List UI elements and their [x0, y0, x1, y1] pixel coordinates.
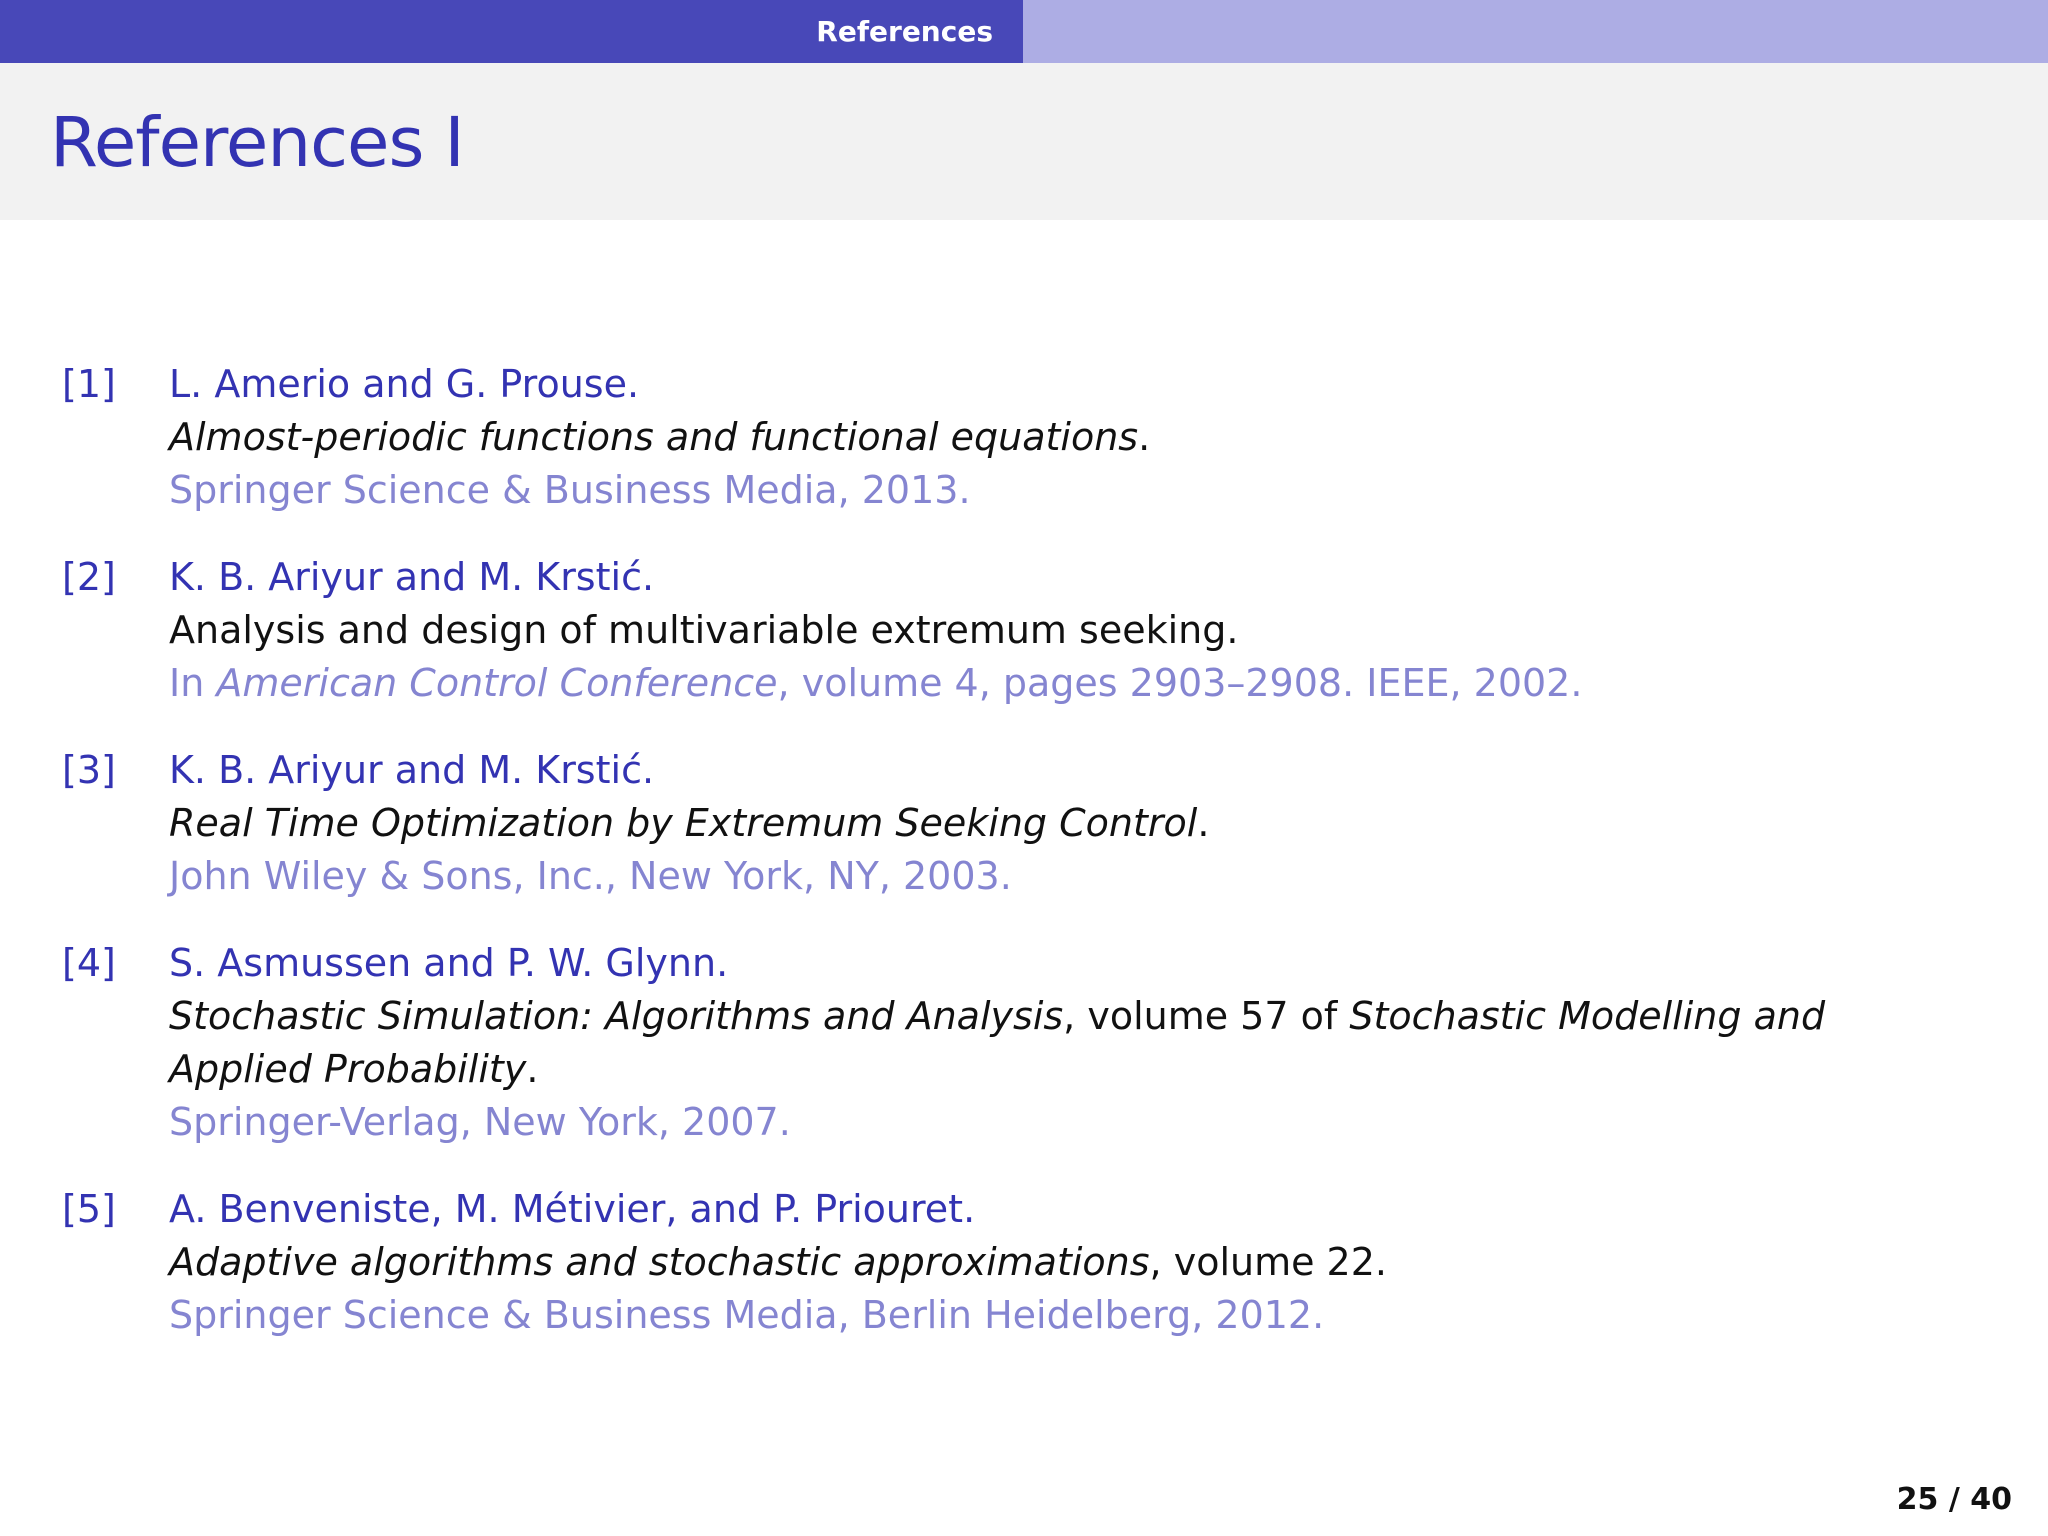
reference-title-line — [169, 1236, 1959, 1289]
reference-title: Stochastic Simulation: Algorithms and Analysis — [169, 994, 1064, 1038]
reference-item — [0, 937, 2048, 1149]
reference-body — [169, 1183, 1959, 1342]
reference-title-end: . — [1138, 415, 1151, 459]
reference-title: Real Time Optimization by Extremum Seeking Control — [169, 801, 1198, 845]
reference-authors: K. B. Ariyur and M. Krstić. — [169, 748, 655, 792]
reference-publisher-line — [169, 657, 1959, 710]
reference-item — [0, 358, 2048, 517]
reference-title-line — [169, 797, 1959, 850]
reference-number: [2] — [62, 555, 116, 599]
reference-body — [169, 358, 1959, 517]
reference-publisher: Springer-Verlag, New York, 2007. — [169, 1100, 791, 1144]
reference-title-end: , volume 22. — [1149, 1240, 1387, 1284]
reference-title: Almost-periodic functions and functional equations — [169, 415, 1139, 459]
reference-publisher: Springer Science & Business Media, 2013. — [169, 468, 971, 512]
reference-title-line — [169, 990, 1959, 1096]
reference-title-mid: , volume 57 of — [1063, 994, 1350, 1038]
reference-item — [0, 1183, 2048, 1342]
reference-title: Analysis and design of multivariable extremum seeking. — [169, 608, 1239, 652]
section-navigation-bar — [0, 0, 2048, 63]
page-number: 25 / 40 — [1896, 1482, 2012, 1517]
reference-title-end: . — [1197, 801, 1210, 845]
reference-authors: K. B. Ariyur and M. Krstić. — [169, 555, 655, 599]
reference-item — [0, 744, 2048, 903]
reference-body — [169, 744, 1959, 903]
reference-series: Stochastic Modelling and Applied Probability — [169, 994, 1826, 1091]
reference-title-end: . — [526, 1047, 539, 1091]
nav-section-references[interactable] — [0, 0, 1023, 63]
frame-title-bar — [0, 63, 2048, 220]
reference-publisher: John Wiley & Sons, Inc., New York, NY, 2003. — [169, 854, 1012, 898]
reference-body — [169, 551, 1959, 710]
reference-venue: American Control Conference — [216, 661, 778, 705]
reference-authors: S. Asmussen and P. W. Glynn. — [169, 941, 729, 985]
reference-item — [0, 551, 2048, 710]
reference-pub-prefix: In — [169, 661, 217, 705]
nav-bar-filler — [1023, 0, 2048, 63]
reference-title-line — [169, 411, 1959, 464]
reference-number: [1] — [62, 362, 116, 406]
reference-number: [3] — [62, 748, 116, 792]
reference-publisher: Springer Science & Business Media, Berlin Heidelberg, 2012. — [169, 1293, 1325, 1337]
reference-pub-rest: , volume 4, pages 2903–2908. IEEE, 2002. — [777, 661, 1583, 705]
reference-list — [0, 358, 2048, 1376]
reference-authors: L. Amerio and G. Prouse. — [169, 362, 640, 406]
reference-number: [4] — [62, 941, 116, 985]
reference-number: [5] — [62, 1187, 116, 1231]
frame-title: References I — [50, 103, 464, 183]
reference-title: Adaptive algorithms and stochastic approximations — [169, 1240, 1150, 1284]
reference-body — [169, 937, 1959, 1149]
nav-section-label: References — [816, 15, 993, 48]
reference-authors: A. Benveniste, M. Métivier, and P. Priouret. — [169, 1187, 976, 1231]
